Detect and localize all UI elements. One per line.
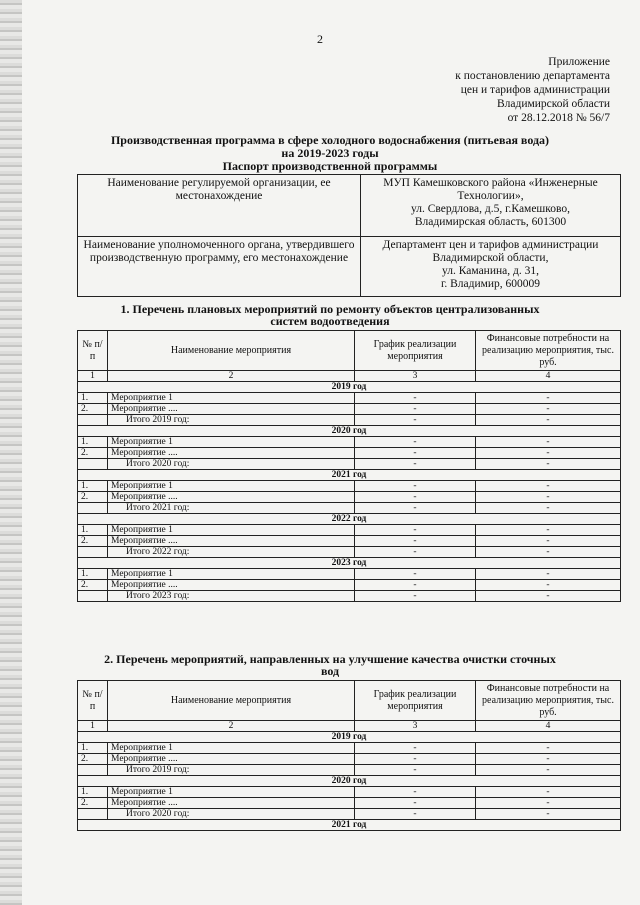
finance-cell: - <box>476 809 621 820</box>
col-header-finance: Финансовые потребности на реализацию мероприятия, тыс. руб. <box>476 331 621 371</box>
title-line: Паспорт производственной программы <box>222 159 438 173</box>
passport-value <box>361 237 621 297</box>
total-row <box>78 503 621 514</box>
finance-cell: - <box>476 591 621 602</box>
total-row <box>78 591 621 602</box>
year-row <box>78 776 621 787</box>
schedule-cell: - <box>355 415 476 426</box>
total-row <box>78 459 621 470</box>
schedule-cell: - <box>355 787 476 798</box>
section-title-line: 2. Перечень мероприятий, направленных на улучшение качества очистки сточных <box>104 652 556 666</box>
appendix-line: Владимирской области <box>496 98 610 110</box>
column-number: 2 <box>108 721 355 732</box>
finance-cell: - <box>476 503 621 514</box>
finance-cell: - <box>476 448 621 459</box>
finance-cell: - <box>476 536 621 547</box>
column-number-row <box>78 721 621 732</box>
measure-name: Мероприятие 1 <box>108 481 355 492</box>
table-row <box>78 798 621 809</box>
title-line: на 2019-2023 годы <box>281 146 379 160</box>
year-label: 2020 год <box>78 776 621 787</box>
row-number: 2. <box>78 492 108 503</box>
measure-name: Мероприятие .... <box>108 754 355 765</box>
schedule-cell: - <box>355 591 476 602</box>
row-number: 1. <box>78 393 108 404</box>
measure-name: Мероприятие .... <box>108 404 355 415</box>
total-label: Итого 2020 год: <box>108 809 355 820</box>
row-number: 1. <box>78 569 108 580</box>
schedule-cell: - <box>355 404 476 415</box>
col-header-schedule: График реализации мероприятия <box>355 681 476 721</box>
appendix-line: цен и тарифов администрации <box>460 84 610 96</box>
total-label: Итого 2019 год: <box>108 765 355 776</box>
table-row <box>78 437 621 448</box>
column-number: 3 <box>355 371 476 382</box>
table-row <box>78 175 621 237</box>
row-number: 2. <box>78 536 108 547</box>
year-row <box>78 514 621 525</box>
year-label: 2021 год <box>78 820 621 831</box>
appendix-block <box>455 55 610 125</box>
table-row <box>78 448 621 459</box>
passport-table <box>77 174 621 297</box>
year-label: 2023 год <box>78 558 621 569</box>
finance-cell: - <box>476 580 621 591</box>
table-row <box>78 492 621 503</box>
column-number: 3 <box>355 721 476 732</box>
finance-cell: - <box>476 525 621 536</box>
section-2-title <box>40 653 620 677</box>
schedule-cell: - <box>355 743 476 754</box>
title-line: Производственная программа в сфере холодного водоснабжения (питьевая вода) <box>110 133 550 147</box>
schedule-cell: - <box>355 525 476 536</box>
year-label: 2022 год <box>78 514 621 525</box>
column-number: 4 <box>476 721 621 732</box>
column-number-row <box>78 371 621 382</box>
schedule-cell: - <box>355 536 476 547</box>
passport-value-line: ул. Каманина, д. 31, <box>442 265 539 277</box>
table-row <box>78 404 621 415</box>
document-title <box>40 134 620 173</box>
measure-name: Мероприятие 1 <box>108 569 355 580</box>
finance-cell: - <box>476 492 621 503</box>
table-row <box>78 393 621 404</box>
year-row <box>78 558 621 569</box>
section-2-table <box>77 680 621 831</box>
section-1-table <box>77 330 621 602</box>
row-number: 1. <box>78 437 108 448</box>
measure-name: Мероприятие .... <box>108 492 355 503</box>
table-row <box>78 754 621 765</box>
passport-value-line: МУП Камешковского района «Инженерные Технологии», <box>383 177 598 202</box>
section-title-line: систем водоотведения <box>270 314 390 328</box>
schedule-cell: - <box>355 437 476 448</box>
total-label: Итого 2019 год: <box>108 415 355 426</box>
col-header-num: № п/п <box>78 331 108 371</box>
schedule-cell: - <box>355 580 476 591</box>
total-label: Итого 2022 год: <box>108 547 355 558</box>
row-number: 1. <box>78 743 108 754</box>
row-number: 2. <box>78 754 108 765</box>
row-number: 2. <box>78 798 108 809</box>
schedule-cell: - <box>355 798 476 809</box>
year-row <box>78 732 621 743</box>
total-label: Итого 2023 год: <box>108 591 355 602</box>
section-title-line: вод <box>320 664 340 678</box>
appendix-line: от 28.12.2018 № 56/7 <box>507 112 610 124</box>
table-row <box>78 569 621 580</box>
table-row <box>78 525 621 536</box>
passport-value-line: г. Владимир, 600009 <box>440 278 541 290</box>
schedule-cell: - <box>355 809 476 820</box>
passport-value <box>361 175 621 237</box>
row-number: 2. <box>78 448 108 459</box>
total-row <box>78 415 621 426</box>
passport-label: Наименование регулируемой организации, ее местонахождение <box>78 175 361 237</box>
passport-value-line: ул. Свердлова, д.5, г.Камешково, <box>410 203 571 215</box>
appendix-line: Приложение <box>548 56 610 68</box>
total-row <box>78 765 621 776</box>
year-label: 2019 год <box>78 732 621 743</box>
row-number: 2. <box>78 404 108 415</box>
finance-cell: - <box>476 547 621 558</box>
finance-cell: - <box>476 437 621 448</box>
total-label: Итого 2021 год: <box>108 503 355 514</box>
table-row <box>78 536 621 547</box>
year-row <box>78 820 621 831</box>
year-row <box>78 382 621 393</box>
section-title-line: 1. Перечень плановых мероприятий по ремонту объектов централизованных <box>120 302 540 316</box>
row-number: 1. <box>78 525 108 536</box>
table-row <box>78 481 621 492</box>
table-header-row <box>78 331 621 371</box>
finance-cell: - <box>476 569 621 580</box>
finance-cell: - <box>476 798 621 809</box>
total-label: Итого 2020 год: <box>108 459 355 470</box>
schedule-cell: - <box>355 569 476 580</box>
appendix-line: к постановлению департамента <box>455 70 610 82</box>
finance-cell: - <box>476 743 621 754</box>
year-label: 2019 год <box>78 382 621 393</box>
col-header-finance: Финансовые потребности на реализацию мероприятия, тыс. руб. <box>476 681 621 721</box>
table-row <box>78 787 621 798</box>
measure-name: Мероприятие 1 <box>108 393 355 404</box>
year-label: 2021 год <box>78 470 621 481</box>
year-row <box>78 470 621 481</box>
schedule-cell: - <box>355 393 476 404</box>
finance-cell: - <box>476 459 621 470</box>
schedule-cell: - <box>355 765 476 776</box>
finance-cell: - <box>476 481 621 492</box>
total-row <box>78 547 621 558</box>
finance-cell: - <box>476 393 621 404</box>
passport-value-line: Департамент цен и тарифов администрации Владимирской области, <box>382 239 599 264</box>
table-row <box>78 743 621 754</box>
page-number: 2 <box>317 32 323 46</box>
row-number: 1. <box>78 787 108 798</box>
table-row <box>78 237 621 297</box>
schedule-cell: - <box>355 492 476 503</box>
passport-value-line: Владимирская область, 601300 <box>414 216 567 228</box>
schedule-cell: - <box>355 481 476 492</box>
measure-name: Мероприятие 1 <box>108 437 355 448</box>
finance-cell: - <box>476 765 621 776</box>
table-row <box>78 580 621 591</box>
col-header-name: Наименование мероприятия <box>108 681 355 721</box>
measure-name: Мероприятие .... <box>108 798 355 809</box>
schedule-cell: - <box>355 503 476 514</box>
column-number: 4 <box>476 371 621 382</box>
measure-name: Мероприятие 1 <box>108 787 355 798</box>
schedule-cell: - <box>355 459 476 470</box>
finance-cell: - <box>476 754 621 765</box>
finance-cell: - <box>476 787 621 798</box>
column-number: 1 <box>78 371 108 382</box>
measure-name: Мероприятие .... <box>108 536 355 547</box>
col-header-num: № п/п <box>78 681 108 721</box>
row-number: 1. <box>78 481 108 492</box>
section-1-title <box>40 303 620 327</box>
year-row <box>78 426 621 437</box>
col-header-schedule: График реализации мероприятия <box>355 331 476 371</box>
schedule-cell: - <box>355 547 476 558</box>
row-number: 2. <box>78 580 108 591</box>
finance-cell: - <box>476 404 621 415</box>
column-number: 1 <box>78 721 108 732</box>
table-header-row <box>78 681 621 721</box>
schedule-cell: - <box>355 754 476 765</box>
col-header-name: Наименование мероприятия <box>108 331 355 371</box>
schedule-cell: - <box>355 448 476 459</box>
measure-name: Мероприятие .... <box>108 580 355 591</box>
total-row <box>78 809 621 820</box>
measure-name: Мероприятие 1 <box>108 525 355 536</box>
measure-name: Мероприятие 1 <box>108 743 355 754</box>
column-number: 2 <box>108 371 355 382</box>
year-label: 2020 год <box>78 426 621 437</box>
finance-cell: - <box>476 415 621 426</box>
measure-name: Мероприятие .... <box>108 448 355 459</box>
passport-label: Наименование уполномоченного органа, утвердившего производственную программу, его местонахождение <box>78 237 361 297</box>
